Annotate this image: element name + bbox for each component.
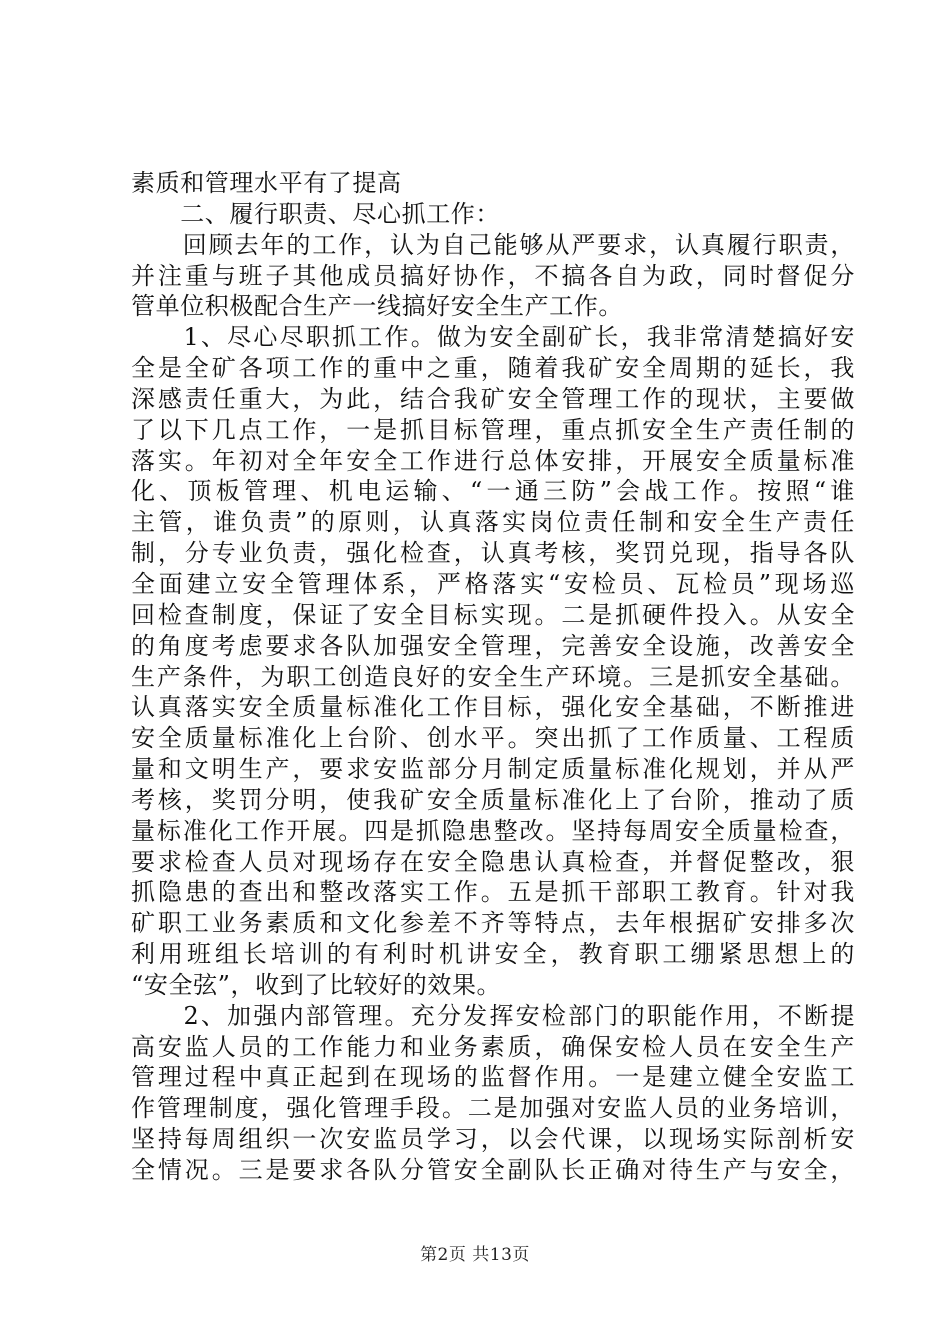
text-line: 化、顶板管理、机电运输、“一通三防”会战工作。按照“谁	[131, 477, 855, 506]
text-line: 的角度考虑要求各队加强安全管理，完善安全设施，改善安全	[131, 631, 855, 660]
text-line: 落实。年初对全年安全工作进行总体安排，开展安全质量标准	[131, 446, 855, 475]
text-line: 并注重与班子其他成员搞好协作，不搞各自为政，同时督促分	[131, 261, 855, 290]
text-line: 主管，谁负责”的原则，认真落实岗位责任制和安全生产责任	[131, 508, 855, 537]
text-line: 安全质量标准化上台阶、创水平。突出抓了工作质量、工程质	[131, 724, 855, 753]
body-text	[131, 168, 855, 1186]
text-line: 高安监人员的工作能力和业务素质，确保安检人员在安全生产	[131, 1032, 855, 1061]
text-line: 利用班组长培训的有利时机讲安全，教育职工绷紧思想上的	[131, 940, 855, 969]
section-heading: 二、履行职责、尽心抓工作：	[131, 199, 500, 228]
text-line: 回顾去年的工作，认为自己能够从严要求，认真履行职责，	[131, 230, 855, 259]
text-line: 考核，奖罚分明，使我矿安全质量标准化上了台阶，推动了质	[131, 785, 855, 814]
page-footer: 第2页 共13页	[420, 1245, 530, 1265]
text-line: 管理过程中真正起到在现场的监督作用。一是建立健全安监工	[131, 1063, 855, 1092]
text-line: “安全弦”，收到了比较好的效果。	[131, 970, 502, 999]
text-line: 了以下几点工作，一是抓目标管理，重点抓安全生产责任制的	[131, 415, 855, 444]
text-line: 回检查制度，保证了安全目标实现。二是抓硬件投入。从安全	[131, 600, 855, 629]
text-line: 2、加强内部管理。充分发挥安检部门的职能作用，不断提	[131, 1001, 855, 1030]
text-line: 量和文明生产，要求安监部分月制定质量标准化规划，并从严	[131, 755, 855, 784]
text-line: 要求检查人员对现场存在安全隐患认真检查，并督促整改，狠	[131, 847, 855, 876]
text-line: 制，分专业负责，强化检查，认真考核，奖罚兑现，指导各队	[131, 539, 855, 568]
text-line: 管单位积极配合生产一线搞好安全生产工作。	[131, 292, 623, 321]
text-line: 生产条件，为职工创造良好的安全生产环境。三是抓安全基础。	[131, 662, 855, 691]
text-line: 作管理制度，强化管理手段。二是加强对安监人员的业务培训，	[131, 1094, 855, 1123]
text-line: 量标准化工作开展。四是抓隐患整改。坚持每周安全质量检查，	[131, 816, 855, 845]
text-line: 全是全矿各项工作的重中之重，随着我矿安全周期的延长，我	[131, 354, 855, 383]
text-line: 全面建立安全管理体系，严格落实“安检员、瓦检员”现场巡	[131, 569, 855, 598]
text-line: 全情况。三是要求各队分管安全副队长正确对待生产与安全，	[131, 1156, 855, 1184]
text-line: 1、尽心尽职抓工作。做为安全副矿长，我非常清楚搞好安	[131, 323, 855, 352]
text-line: 深感责任重大，为此，结合我矿安全管理工作的现状，主要做	[131, 384, 855, 413]
text-line: 坚持每周组织一次安监员学习，以会代课，以现场实际剖析安	[131, 1125, 855, 1154]
text-line: 抓隐患的查出和整改落实工作。五是抓干部职工教育。针对我	[131, 878, 855, 907]
text-line: 素质和管理水平有了提高	[131, 169, 402, 197]
text-line: 矿职工业务素质和文化参差不齐等特点，去年根据矿安排多次	[131, 909, 855, 938]
text-line: 认真落实安全质量标准化工作目标，强化安全基础，不断推进	[131, 693, 855, 722]
